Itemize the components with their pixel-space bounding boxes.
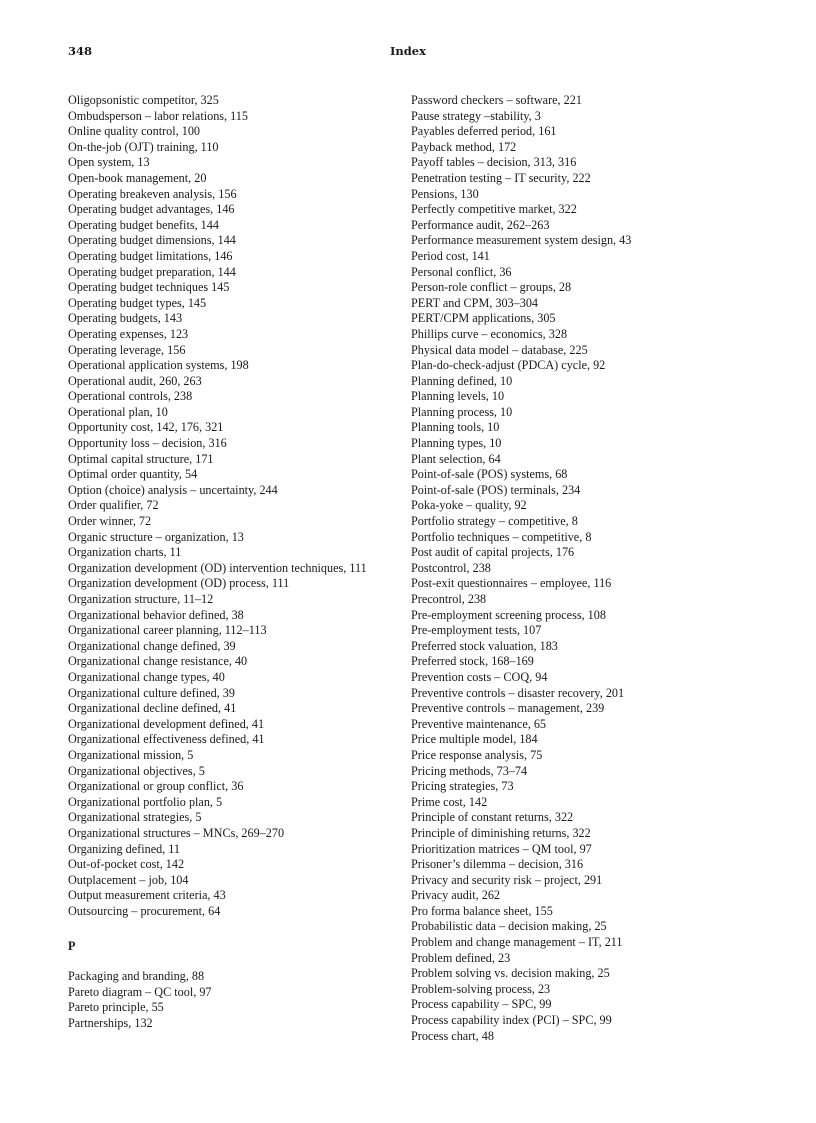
index-entry: Payables deferred period, 161 bbox=[411, 124, 557, 139]
index-entry: Preferred stock valuation, 183 bbox=[411, 638, 558, 653]
index-entry: Payoff tables – decision, 313, 316 bbox=[411, 155, 577, 170]
index-entry: Organizational objectives, 5 bbox=[68, 763, 205, 778]
index-entry: Pareto diagram – QC tool, 97 bbox=[68, 984, 212, 999]
index-entry: Optimal order quantity, 54 bbox=[68, 467, 198, 482]
index-entry: Organic structure – organization, 13 bbox=[68, 529, 244, 544]
index-entry: Opportunity loss – decision, 316 bbox=[68, 436, 227, 451]
index-entry: Organization structure, 11–12 bbox=[68, 592, 214, 606]
index-entry: Plan-do-check-adjust (PDCA) cycle, 92 bbox=[411, 358, 606, 373]
index-entry: Password checkers – software, 221 bbox=[411, 93, 582, 107]
index-entry: Option (choice) analysis – uncertainty, 244 bbox=[68, 482, 278, 497]
index-entry: Period cost, 141 bbox=[411, 248, 490, 263]
index-entry: Organizational change resistance, 40 bbox=[68, 654, 248, 669]
index-entry: Planning process, 10 bbox=[411, 404, 513, 419]
index-entry: Personal conflict, 36 bbox=[411, 264, 512, 279]
index-entry: Pareto principle, 55 bbox=[68, 1000, 164, 1015]
index-entry: Principle of diminishing returns, 322 bbox=[411, 825, 591, 840]
index-entry: Order qualifier, 72 bbox=[68, 498, 159, 513]
index-entry: Phillips curve – economics, 328 bbox=[411, 326, 568, 341]
index-entry: Organizational change types, 40 bbox=[68, 669, 225, 684]
index-entry: Organizational portfolio plan, 5 bbox=[68, 794, 223, 809]
index-entry: Portfolio strategy – competitive, 8 bbox=[411, 514, 578, 529]
index-entry: Operating budget advantages, 146 bbox=[68, 202, 235, 217]
index-entry: Optimal capital structure, 171 bbox=[68, 451, 214, 466]
index-entry: Privacy and security risk – project, 291 bbox=[411, 872, 603, 887]
index-entry: Online quality control, 100 bbox=[68, 124, 201, 139]
index-entry: Planning tools, 10 bbox=[411, 420, 500, 435]
index-entry: Problem and change management – IT, 211 bbox=[411, 935, 623, 950]
index-entry: Post audit of capital projects, 176 bbox=[411, 545, 575, 560]
index-entry: Price multiple model, 184 bbox=[411, 732, 538, 747]
index-entry: Prioritization matrices – QM tool, 97 bbox=[411, 841, 592, 856]
index-entry: Process capability index (PCI) – SPC, 99 bbox=[411, 1013, 612, 1028]
index-entry: Operating leverage, 156 bbox=[68, 342, 186, 357]
index-entry: Organizational effectiveness defined, 41 bbox=[68, 732, 265, 747]
index-entry: On-the-job (OJT) training, 110 bbox=[68, 139, 219, 154]
index-entry: Organizational decline defined, 41 bbox=[68, 701, 237, 716]
index-entry: Pro forma balance sheet, 155 bbox=[411, 903, 553, 918]
index-entry: Payback method, 172 bbox=[411, 139, 517, 154]
index-entry: Plant selection, 64 bbox=[411, 451, 501, 466]
index-entry: Pricing methods, 73–74 bbox=[411, 763, 528, 778]
index-entry: Organizational structures – MNCs, 269–270 bbox=[68, 825, 285, 840]
index-entry: Organizational mission, 5 bbox=[68, 747, 194, 762]
index-entry: Organizational culture defined, 39 bbox=[68, 685, 235, 700]
index-entry: Planning defined, 10 bbox=[411, 373, 513, 388]
index-entry: Penetration testing – IT security, 222 bbox=[411, 170, 591, 185]
index-entry: Preferred stock, 168–169 bbox=[411, 654, 534, 669]
index-entry: Point-of-sale (POS) systems, 68 bbox=[411, 467, 568, 482]
index-entry: Organization development (OD) intervention techniques, 111 bbox=[68, 560, 367, 575]
index-entry: Operational application systems, 198 bbox=[68, 358, 249, 373]
page-number: 348 bbox=[68, 44, 93, 58]
index-entry: Pricing strategies, 73 bbox=[411, 779, 514, 794]
right-entry-list bbox=[411, 93, 751, 1044]
index-entry: Physical data model – database, 225 bbox=[411, 342, 588, 357]
index-entry: Preventive controls – management, 239 bbox=[411, 701, 605, 716]
index-entry: Operating budget dimensions, 144 bbox=[68, 233, 236, 248]
index-entry: Pre-employment screening process, 108 bbox=[411, 607, 606, 622]
index-entry: Planning types, 10 bbox=[411, 436, 502, 451]
index-column-right bbox=[411, 93, 751, 1044]
index-entry: Packaging and branding, 88 bbox=[68, 969, 205, 984]
page-title: Index bbox=[390, 44, 426, 58]
index-entry: Problem defined, 23 bbox=[411, 950, 511, 965]
left-entry-list bbox=[68, 93, 386, 919]
index-entry: Operating budget techniques 145 bbox=[68, 280, 230, 295]
index-entry: Organization development (OD) process, 111 bbox=[68, 576, 290, 591]
index-entry: Output measurement criteria, 43 bbox=[68, 888, 226, 903]
index-entry: Planning levels, 10 bbox=[411, 389, 505, 404]
index-entry: Order winner, 72 bbox=[68, 514, 152, 529]
index-entry: Operating budget benefits, 144 bbox=[68, 217, 219, 232]
index-entry: Organizational career planning, 112–113 bbox=[68, 623, 267, 638]
index-entry: Portfolio techniques – competitive, 8 bbox=[411, 529, 592, 544]
index-entry: Principle of constant returns, 322 bbox=[411, 810, 574, 825]
index-entry: Probabilistic data – decision making, 25 bbox=[411, 919, 607, 934]
index-entry: Precontrol, 238 bbox=[411, 592, 487, 606]
index-entry: Problem solving vs. decision making, 25 bbox=[411, 966, 610, 981]
index-entry: Privacy audit, 262 bbox=[411, 888, 501, 903]
index-entry: PERT and CPM, 303–304 bbox=[411, 295, 539, 310]
index-entry: Outplacement – job, 104 bbox=[68, 872, 189, 887]
index-entry: Operating budget limitations, 146 bbox=[68, 248, 233, 263]
index-entry: Prisoner’s dilemma – decision, 316 bbox=[411, 857, 584, 872]
index-entry: Postcontrol, 238 bbox=[411, 560, 491, 575]
index-entry: Organizational behavior defined, 38 bbox=[68, 607, 244, 622]
index-entry: Point-of-sale (POS) terminals, 234 bbox=[411, 482, 581, 497]
index-entry: Opportunity cost, 142, 176, 321 bbox=[68, 420, 224, 435]
index-entry: Performance audit, 262–263 bbox=[411, 217, 550, 232]
index-entry: Operational controls, 238 bbox=[68, 389, 193, 404]
index-entry: Process capability – SPC, 99 bbox=[411, 997, 552, 1012]
index-entry: Operating budget types, 145 bbox=[68, 295, 207, 310]
index-entry: Pre-employment tests, 107 bbox=[411, 623, 542, 638]
index-entry: Person-role conflict – groups, 28 bbox=[411, 280, 572, 295]
index-entry: Organization charts, 11 bbox=[68, 545, 182, 560]
index-entry: Operational audit, 260, 263 bbox=[68, 373, 202, 388]
index-entry: Operational plan, 10 bbox=[68, 404, 168, 419]
index-entry: Organizational change defined, 39 bbox=[68, 638, 236, 653]
index-entry: Problem-solving process, 23 bbox=[411, 981, 551, 996]
index-entry: Post-exit questionnaires – employee, 116 bbox=[411, 576, 612, 591]
index-entry: Out-of-pocket cost, 142 bbox=[68, 857, 185, 872]
index-entry: Organizational strategies, 5 bbox=[68, 810, 202, 825]
index-entry: Partnerships, 132 bbox=[68, 1015, 153, 1030]
index-entry: Operating budgets, 143 bbox=[68, 311, 183, 326]
index-entry: Operating budget preparation, 144 bbox=[68, 264, 236, 279]
index-entry: Open-book management, 20 bbox=[68, 170, 207, 185]
left-p-entry-list bbox=[68, 969, 386, 1031]
index-entry: Outsourcing – procurement, 64 bbox=[68, 903, 221, 918]
index-entry: Price response analysis, 75 bbox=[411, 747, 543, 762]
index-entry: Organizational development defined, 41 bbox=[68, 716, 265, 731]
index-column-left bbox=[68, 93, 386, 1031]
index-entry: Poka-yoke – quality, 92 bbox=[411, 498, 527, 513]
index-entry: Pause strategy –stability, 3 bbox=[411, 108, 541, 123]
index-entry: Performance measurement system design, 43 bbox=[411, 233, 632, 248]
index-entry: Organizational or group conflict, 36 bbox=[68, 779, 244, 794]
section-letter: P bbox=[68, 939, 76, 954]
index-entry: Operating breakeven analysis, 156 bbox=[68, 186, 237, 201]
index-entry: Process chart, 48 bbox=[411, 1028, 494, 1043]
index-entry: PERT/CPM applications, 305 bbox=[411, 311, 556, 326]
index-entry: Perfectly competitive market, 322 bbox=[411, 202, 577, 217]
index-entry: Open system, 13 bbox=[68, 155, 150, 170]
index-entry: Pensions, 130 bbox=[411, 186, 479, 201]
index-entry: Organizing defined, 11 bbox=[68, 841, 181, 856]
index-entry: Preventive controls – disaster recovery, 201 bbox=[411, 685, 625, 700]
index-entry: Prevention costs – COQ, 94 bbox=[411, 669, 548, 684]
index-entry: Ombudsperson – labor relations, 115 bbox=[68, 108, 248, 123]
index-entry: Oligopsonistic competitor, 325 bbox=[68, 93, 219, 107]
index-entry: Prime cost, 142 bbox=[411, 794, 488, 809]
index-entry: Operating expenses, 123 bbox=[68, 326, 189, 341]
index-entry: Preventive maintenance, 65 bbox=[411, 716, 547, 731]
